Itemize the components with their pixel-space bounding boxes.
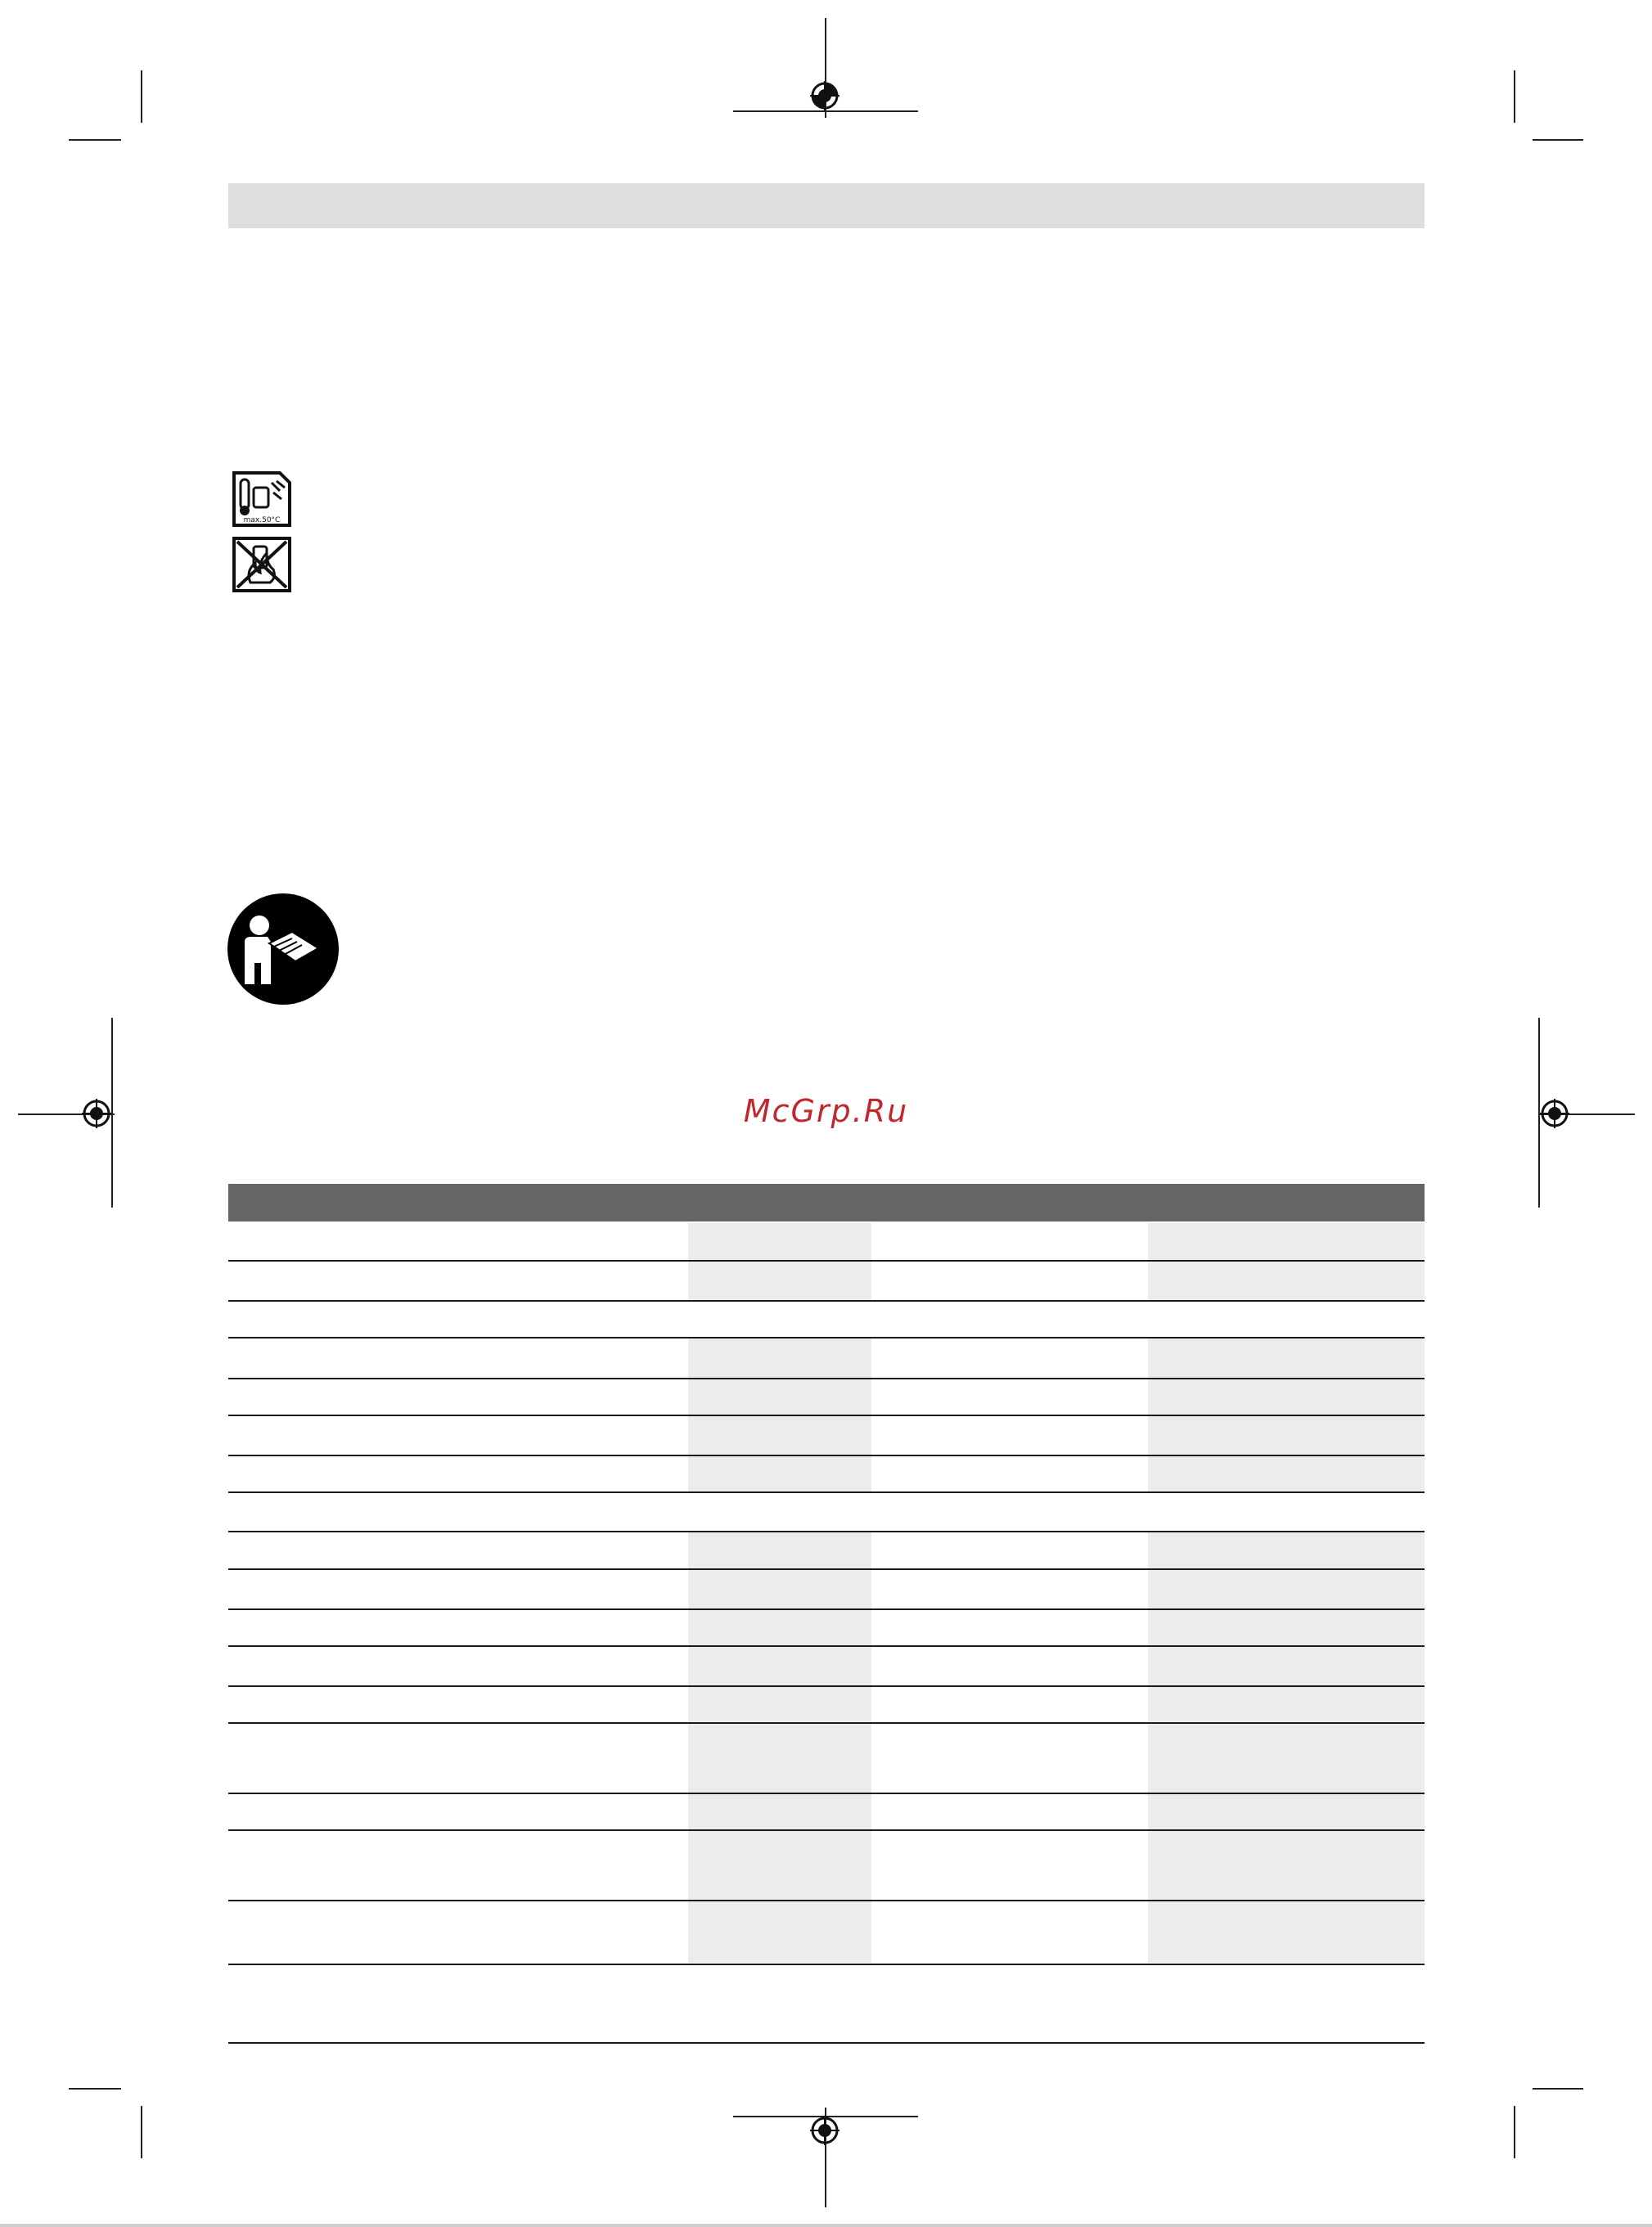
crop-mark [69, 139, 121, 141]
crop-mark [141, 70, 142, 123]
no-fire-icon [231, 535, 293, 594]
crop-mark [69, 2088, 121, 2090]
footer-strip [0, 2224, 1652, 2227]
table-row [228, 1260, 1425, 1262]
crop-mark [1533, 2088, 1583, 2090]
crop-mark [1514, 2106, 1515, 2158]
table-header-bar [228, 1184, 1425, 1221]
table-row [228, 1829, 1425, 1831]
table-cell-shaded [688, 1532, 871, 1963]
table-row [228, 1645, 1425, 1647]
table-row [228, 1964, 1425, 1965]
registration-mark-icon [810, 81, 840, 110]
table-row [228, 1531, 1425, 1532]
table-row [228, 1793, 1425, 1794]
table-row [228, 1300, 1425, 1302]
watermark: McGrp.Ru [743, 1093, 909, 1129]
read-manual-icon [227, 893, 340, 1006]
crop-mark [1533, 139, 1583, 141]
registration-mark-icon [810, 2116, 840, 2145]
table-cell-shaded [1148, 1223, 1425, 1300]
table-row [228, 1685, 1425, 1687]
svg-text:max.50°C: max.50°C [243, 516, 281, 524]
table-row [228, 1900, 1425, 1901]
table-cell-shaded [688, 1223, 871, 1300]
crop-mark [733, 110, 918, 112]
section-header-bar [228, 183, 1425, 228]
table-row [228, 1337, 1425, 1338]
table-row [228, 1608, 1425, 1610]
table-row [228, 1455, 1425, 1456]
crop-mark [141, 2106, 142, 2158]
table-row [228, 1568, 1425, 1570]
table-cell-shaded [1148, 1532, 1425, 1963]
crop-mark [1514, 70, 1515, 123]
table-row [228, 1722, 1425, 1724]
temperature-limit-icon [231, 470, 293, 529]
table-row [228, 1415, 1425, 1416]
table-row [228, 2042, 1425, 2044]
table-row [228, 1491, 1425, 1493]
table-row [228, 1378, 1425, 1379]
